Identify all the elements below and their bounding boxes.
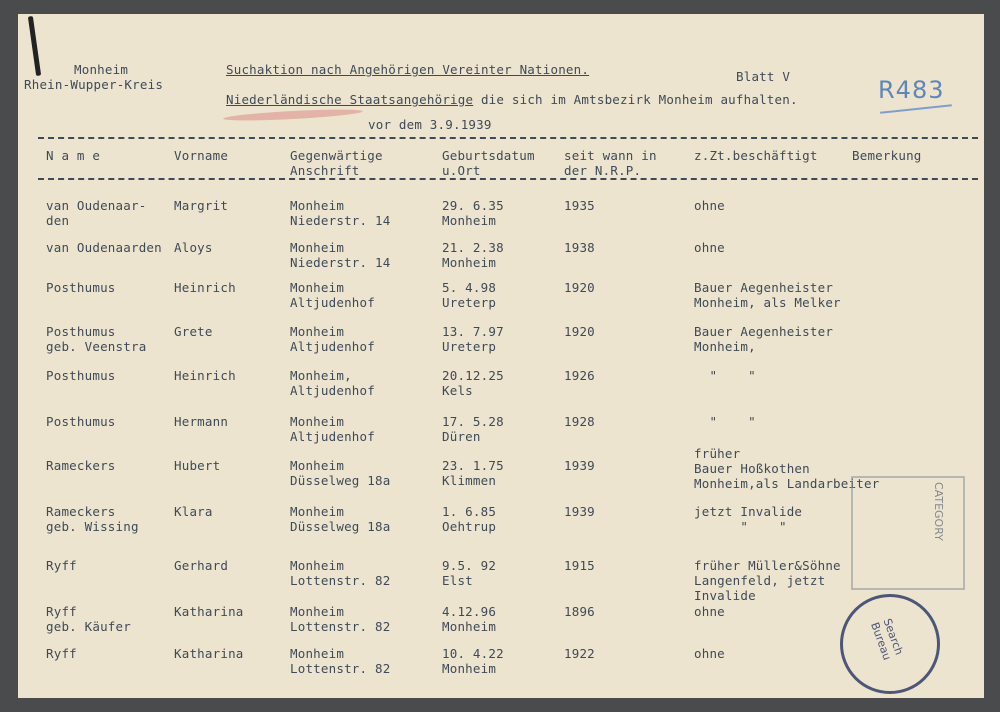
person-address: Monheim Altjudenhof [290, 280, 375, 310]
person-occupation: ohne [694, 604, 725, 619]
person-address: Monheim Lottenstr. 82 [290, 558, 391, 588]
person-occupation: Bauer Aegenheister Monheim, als Melker [694, 280, 841, 310]
person-since: 1935 [564, 198, 595, 213]
person-occupation: Bauer Aegenheister Monheim, [694, 324, 834, 354]
category-stamp-text: CATEGORY [932, 482, 945, 541]
person-firstname: Katharina [174, 646, 244, 661]
person-surname: Posthumus [46, 368, 116, 383]
category-stamp [851, 476, 965, 590]
handwritten-reference: R483 [878, 76, 945, 104]
person-occupation: jetzt Invalide " " [694, 504, 803, 534]
person-surname: Posthumus geb. Veenstra [46, 324, 147, 354]
column-header: Gegenwärtige Anschrift [290, 148, 383, 178]
person-since: 1920 [564, 324, 595, 339]
column-header: Bemerkung [852, 148, 922, 163]
person-firstname: Hermann [174, 414, 229, 429]
person-firstname: Katharina [174, 604, 244, 619]
person-since: 1920 [564, 280, 595, 295]
column-header: N a m e [46, 148, 101, 163]
sheet-number: Blatt V [736, 69, 791, 84]
person-since: 1939 [564, 458, 595, 473]
reference-underline [880, 104, 952, 114]
punch-mark [28, 16, 41, 76]
person-since: 1896 [564, 604, 595, 619]
person-address: Monheim Niederstr. 14 [290, 198, 391, 228]
person-firstname: Gerhard [174, 558, 229, 573]
person-address: Monheim Düsselweg 18a [290, 458, 391, 488]
document-date: vor dem 3.9.1939 [368, 117, 492, 132]
person-address: Monheim Niederstr. 14 [290, 240, 391, 270]
subtitle-rest: die sich im Amtsbezirk Monheim aufhalten. [473, 92, 798, 107]
person-address: Monheim Düsselweg 18a [290, 504, 391, 534]
person-birth: 29. 6.35 Monheim [442, 198, 504, 228]
person-since: 1928 [564, 414, 595, 429]
district: Rhein-Wupper-Kreis [24, 77, 164, 92]
search-bureau-stamp-text: Search Bureau [868, 616, 906, 662]
person-occupation: " " [694, 368, 756, 383]
person-birth: 21. 2.38 Monheim [442, 240, 504, 270]
person-birth: 5. 4.98 Ureterp [442, 280, 497, 310]
person-occupation: ohne [694, 198, 725, 213]
person-address: Monheim Lottenstr. 82 [290, 604, 391, 634]
person-occupation: " " [694, 414, 756, 429]
person-since: 1915 [564, 558, 595, 573]
column-header: seit wann in der N.R.P. [564, 148, 657, 178]
person-occupation: früher Bauer Hoßkothen Monheim,als Landarbeiter [694, 446, 880, 491]
person-birth: 13. 7.97 Ureterp [442, 324, 504, 354]
person-birth: 20.12.25 Kels [442, 368, 504, 398]
person-address: Monheim, Altjudenhof [290, 368, 375, 398]
person-address: Monheim Altjudenhof [290, 324, 375, 354]
column-header: Vorname [174, 148, 229, 163]
person-firstname: Margrit [174, 198, 229, 213]
person-occupation: ohne [694, 646, 725, 661]
red-pencil-mark [223, 107, 363, 122]
subtitle-underlined: Niederländische Staatsangehörige [226, 92, 474, 107]
header-divider [38, 178, 978, 180]
person-firstname: Klara [174, 504, 213, 519]
document-title: Suchaktion nach Angehörigen Vereinter Nationen. [226, 62, 590, 77]
person-surname: Rameckers geb. Wissing [46, 504, 139, 534]
place: Monheim [74, 62, 129, 77]
column-header: Geburtsdatum u.Ort [442, 148, 535, 178]
person-birth: 23. 1.75 Klimmen [442, 458, 504, 488]
person-address: Monheim Altjudenhof [290, 414, 375, 444]
header-place-block [24, 62, 164, 92]
person-surname: van Oudenaarden [46, 240, 162, 255]
person-surname: Posthumus [46, 280, 116, 295]
person-surname: Posthumus [46, 414, 116, 429]
person-firstname: Aloys [174, 240, 213, 255]
person-since: 1922 [564, 646, 595, 661]
person-birth: 4.12.96 Monheim [442, 604, 497, 634]
person-occupation: früher Müller&Söhne Langenfeld, jetzt Invalide [694, 558, 841, 603]
person-since: 1939 [564, 504, 595, 519]
person-birth: 10. 4.22 Monheim [442, 646, 504, 676]
person-since: 1926 [564, 368, 595, 383]
person-firstname: Heinrich [174, 280, 236, 295]
person-address: Monheim Lottenstr. 82 [290, 646, 391, 676]
person-firstname: Heinrich [174, 368, 236, 383]
person-since: 1938 [564, 240, 595, 255]
top-divider [38, 137, 978, 139]
person-birth: 17. 5.28 Düren [442, 414, 504, 444]
person-birth: 9.5. 92 Elst [442, 558, 497, 588]
person-birth: 1. 6.85 Oehtrup [442, 504, 497, 534]
person-surname: van Oudenaar- den [46, 198, 147, 228]
person-surname: Ryff [46, 558, 77, 573]
person-occupation: ohne [694, 240, 725, 255]
person-surname: Rameckers [46, 458, 116, 473]
person-surname: Ryff [46, 646, 77, 661]
person-firstname: Grete [174, 324, 213, 339]
document-page [18, 14, 984, 698]
document-subtitle [226, 92, 798, 107]
person-surname: Ryff geb. Käufer [46, 604, 131, 634]
person-firstname: Hubert [174, 458, 221, 473]
column-header: z.Zt.beschäftigt [694, 148, 818, 163]
